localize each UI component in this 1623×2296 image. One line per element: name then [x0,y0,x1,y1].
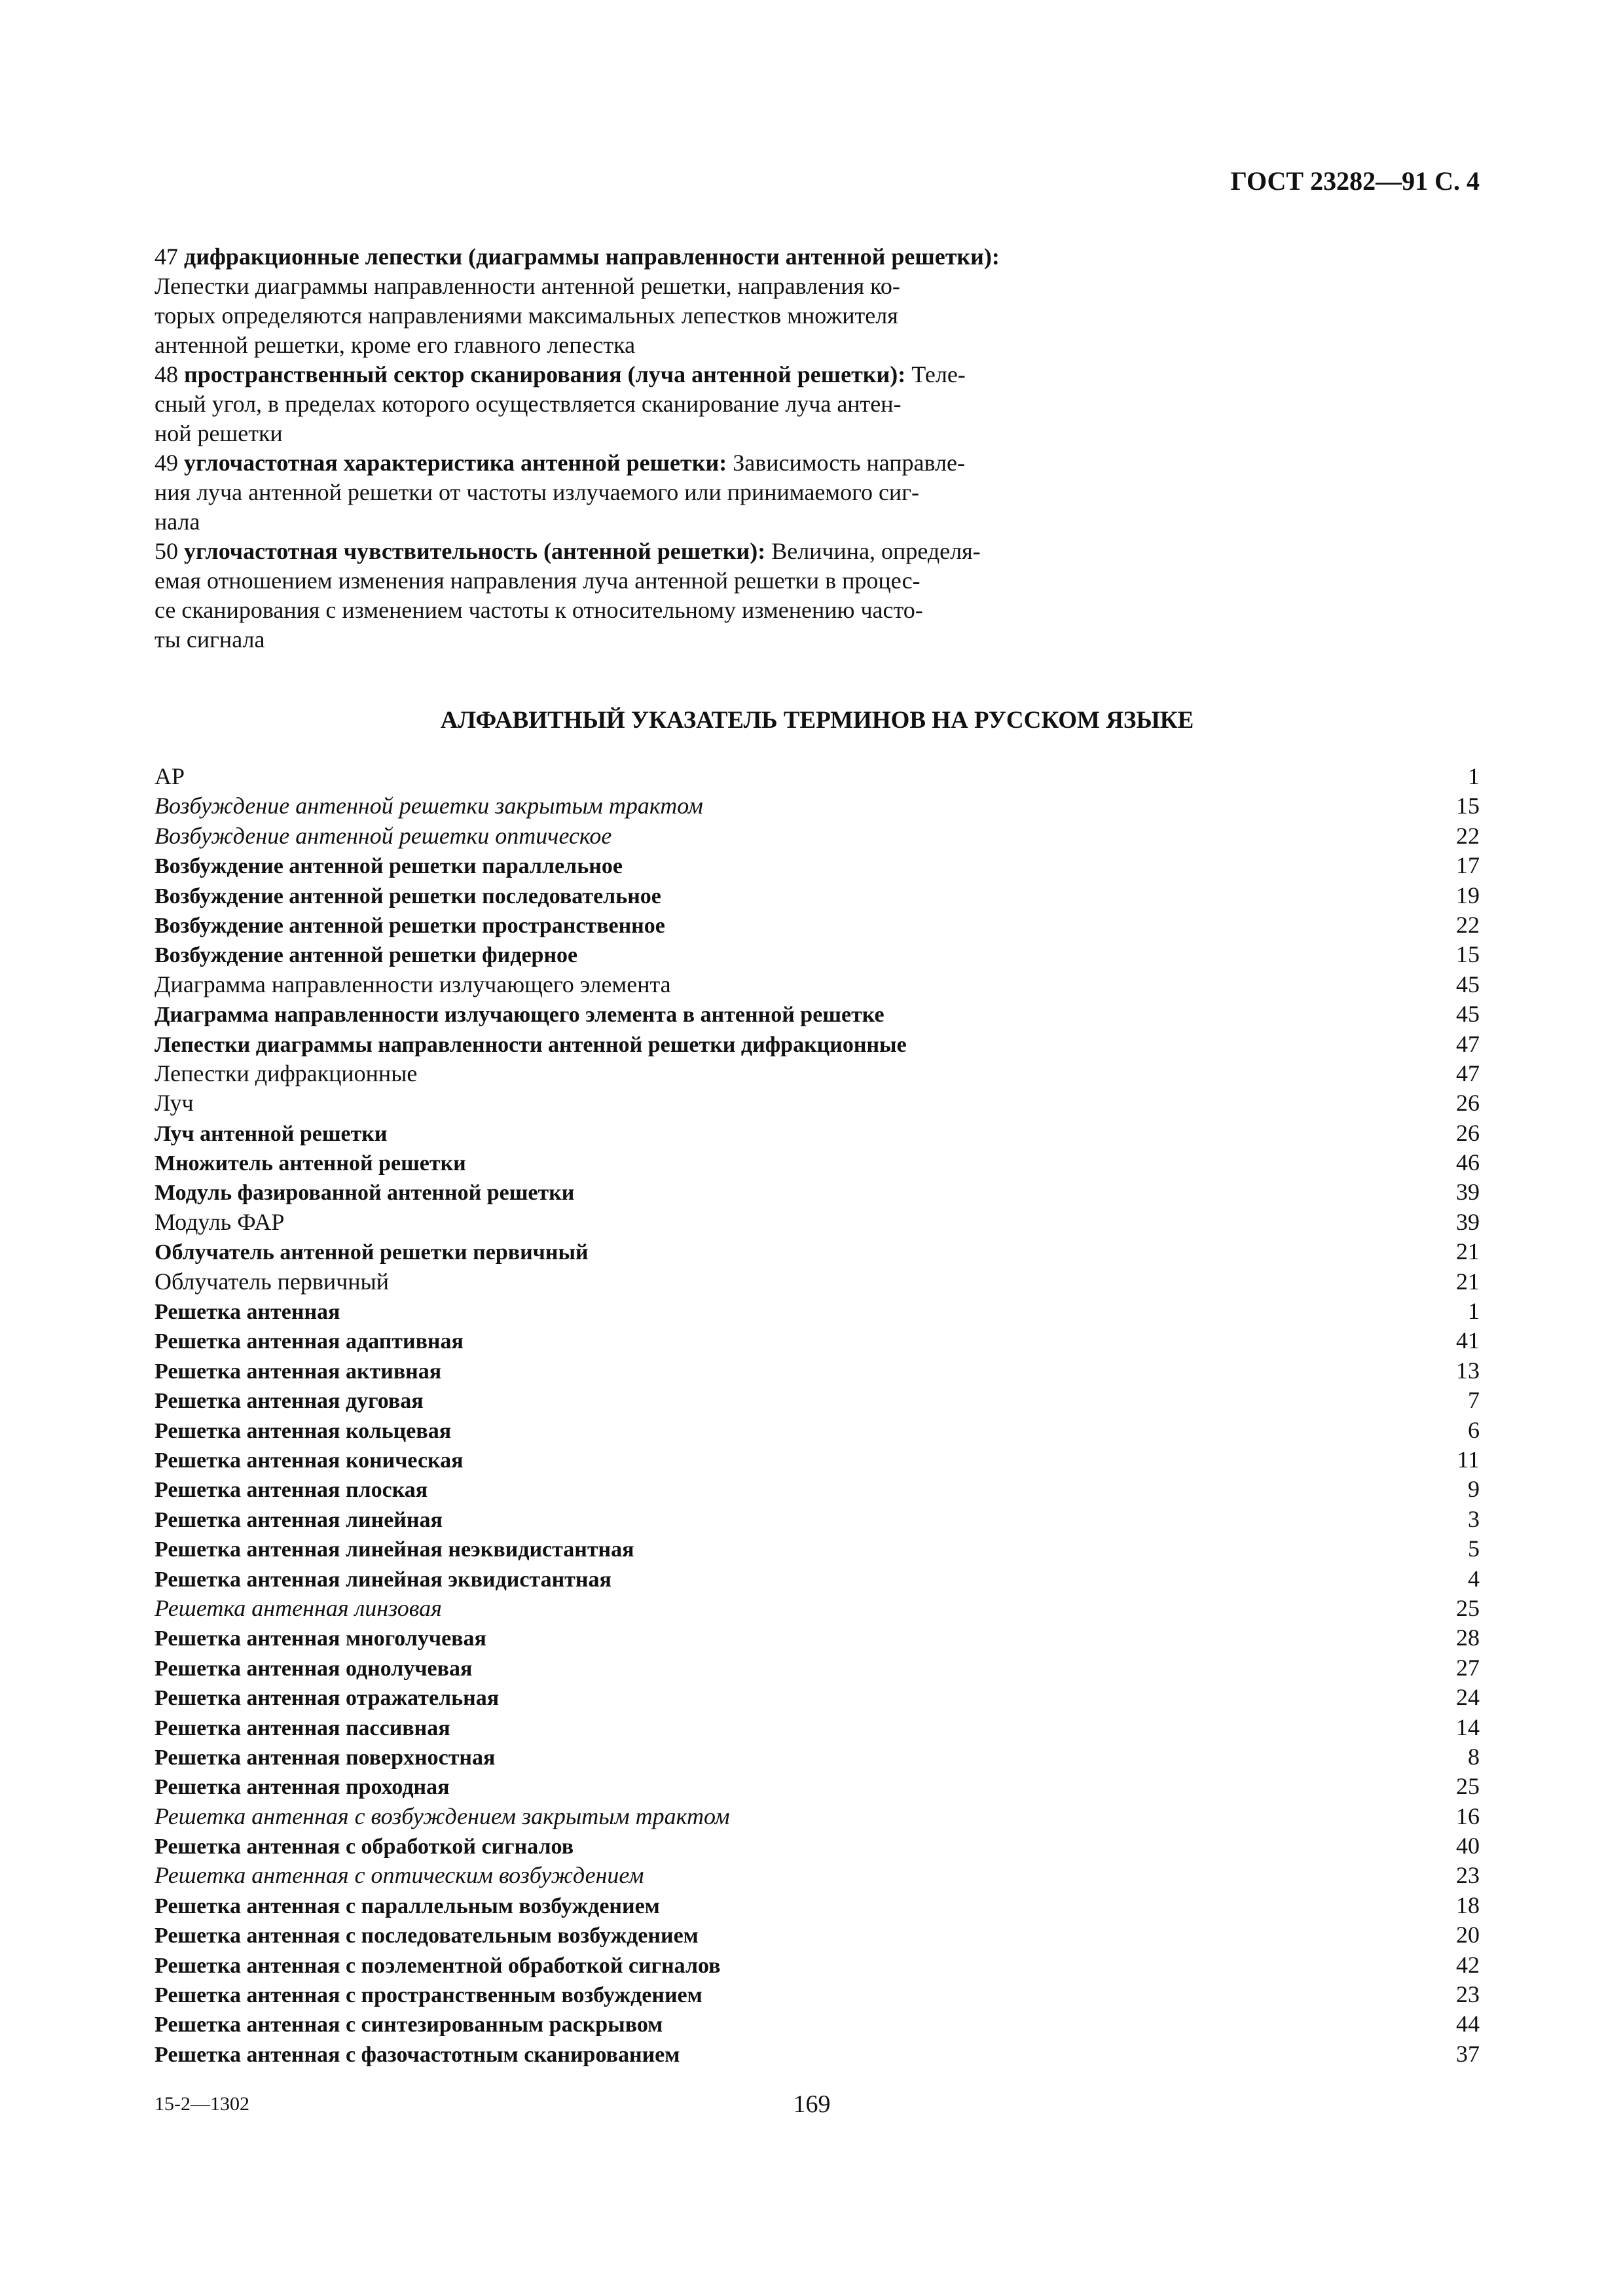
index-term-number: 41 [1456,1327,1480,1354]
index-entry [155,1505,1480,1534]
index-term-number: 4 [1468,1565,1480,1592]
index-entry [155,1237,1480,1266]
index-term: Возбуждение антенной решетки параллельное [155,854,623,879]
index-term: Решетка антенная линейная [155,1507,443,1532]
index-entry [155,1119,1480,1148]
index-term: Решетка антенная многолучевая [155,1626,486,1651]
index-entry [155,1653,1480,1683]
index-entry [155,1030,1480,1059]
index-entry [155,1177,1480,1207]
index-entry [155,999,1480,1029]
index-entry [155,1623,1480,1653]
index-term: Возбуждение антенной решетки закрытым трактом [155,793,703,819]
definition-term: пространственный сектор сканирования (луча антенной решетки): [184,361,906,387]
index-term: Диаграмма направленности излучающего элемента в антенной решетке [155,1003,884,1028]
index-term: Множитель антенной решетки [155,1151,466,1176]
index-term-number: 40 [1456,1833,1480,1859]
index-term: Возбуждение антенной решетки последовательное [155,884,661,908]
index-entry [155,2009,1480,2039]
index-term-number: 25 [1456,1594,1480,1621]
index-term-number: 39 [1456,1179,1480,1206]
index-term-number: 42 [1456,1951,1480,1978]
index-term-number: 13 [1456,1357,1480,1384]
index-term: Решетка антенная пассивная [155,1715,450,1740]
index-entry [155,1713,1480,1742]
definition-text-line: ты сигнала [155,626,265,653]
index-entry [155,1831,1480,1861]
index-term-number: 24 [1456,1684,1480,1711]
index-term-number: 44 [1456,2011,1480,2037]
definition-text-line: торых определяются направлениями максимальных лепестков множителя [155,302,898,329]
index-entry [155,1861,1480,1890]
index-term-number: 25 [1456,1773,1480,1800]
definition-term: углочастотная чувствительность (антенной решетки): [184,538,766,564]
index-entry [155,1267,1480,1297]
index-term: Решетка антенная с фазочастотным сканированием [155,2042,680,2067]
index-term-number: 26 [1456,1090,1480,1117]
definition-49 [155,448,1084,478]
index-entry [155,1920,1480,1950]
index-term: Решетка антенная линейная неэквидистантная [155,1537,634,1562]
definition-term: дифракционные лепестки (диаграммы направленности антенной решетки): [184,243,1000,270]
index-term: АР [155,763,185,789]
index-term-number: 1 [1468,1298,1480,1325]
index-entry [155,1208,1480,1237]
index-term-number: 23 [1456,1981,1480,2008]
index-entry [155,2039,1480,2069]
index-term: Решетка антенная дуговая [155,1389,424,1414]
index-entry [155,1772,1480,1801]
index-term: Решетка антенная коническая [155,1448,464,1473]
index-term-number: 15 [1456,793,1480,819]
index-term: Возбуждение антенной решетки оптическое [155,822,612,849]
index-entry [155,1088,1480,1118]
index-term: Решетка антенная с пространственным возбуждением [155,1983,702,2008]
index-term-number: 47 [1456,1030,1480,1057]
index-term: Луч антенной решетки [155,1121,388,1146]
definition-text-start: Теле- [911,361,966,387]
index-entry [155,1356,1480,1386]
index-entry [155,1475,1480,1504]
index-entry [155,1683,1480,1712]
definition-text-start: Величина, определя- [771,538,981,564]
definition-47 [155,242,1084,272]
index-term-number: 3 [1468,1505,1480,1532]
index-term-number: 22 [1456,911,1480,938]
definition-50 [155,537,1084,566]
index-term-number: 16 [1456,1803,1480,1829]
index-term-number: 7 [1468,1387,1480,1414]
index-term: Диаграмма направленности излучающего элемента [155,971,671,997]
index-term-number: 17 [1456,852,1480,879]
index-entry [155,1891,1480,1920]
index-term: Решетка антенная однолучевая [155,1656,473,1681]
index-entry [155,1802,1480,1831]
index-entry [155,1386,1480,1415]
index-term-number: 18 [1456,1892,1480,1918]
index-term: Решетка антенная кольцевая [155,1418,452,1443]
index-term-number: 47 [1456,1060,1480,1086]
index-term: Решетка антенная линейная эквидистантная [155,1567,611,1592]
definition-text-line: ной решетки [155,420,283,446]
index-term-number: 28 [1456,1624,1480,1651]
index-term: Решетка антенная с возбуждением закрытым трактом [155,1803,730,1829]
index-term: Модуль ФАР [155,1208,285,1235]
index-term-number: 19 [1456,882,1480,908]
index-entry [155,762,1480,791]
index-entry [155,1059,1480,1088]
index-term-number: 14 [1456,1713,1480,1740]
document-header: ГОСТ 23282—91 С. 4 [1230,166,1480,196]
index-entry [155,1445,1480,1475]
definition-number: 50 [155,538,178,564]
index-term-number: 15 [1456,941,1480,968]
definition-48 [155,360,1084,389]
definition-text-start: Зависимость направле- [733,450,965,476]
definition-number: 48 [155,361,178,387]
definition-text-line: Лепестки диаграммы направленности антенной решетки, направления ко- [155,273,900,299]
index-entry [155,1742,1480,1772]
index-term-number: 39 [1456,1208,1480,1235]
index-entry [155,1326,1480,1355]
index-term: Облучатель антенной решетки первичный [155,1240,589,1265]
index-term-number: 9 [1468,1476,1480,1503]
index-term: Решетка антенная адаптивная [155,1329,464,1354]
index-term: Решетка антенная с параллельным возбуждением [155,1893,660,1918]
index-entry [155,1564,1480,1594]
index-term: Луч [155,1090,194,1117]
index-term: Облучатель первичный [155,1268,389,1295]
index-entry [155,1534,1480,1564]
index-term: Решетка антенная поверхностная [155,1745,496,1770]
index-term-number: 8 [1468,1743,1480,1770]
index-entry [155,940,1480,969]
index-entry [155,791,1480,821]
index-term-number: 11 [1457,1446,1480,1473]
index-term: Возбуждение антенной решетки фидерное [155,943,578,968]
index-term: Решетка антенная проходная [155,1775,450,1800]
index-term-number: 23 [1456,1862,1480,1889]
definition-text-line: емая отношением изменения направления луча антенной решетки в процес- [155,567,921,594]
index-term: Решетка антенная [155,1300,340,1325]
index-term: Возбуждение антенной решетки пространственное [155,913,665,938]
index-term-number: 1 [1468,763,1480,789]
index-term-number: 46 [1456,1149,1480,1176]
index-term-number: 5 [1468,1535,1480,1562]
definition-text-line: се сканирования с изменением частоты к относительному изменению часто- [155,597,923,623]
definitions-section [155,242,1084,655]
index-term: Решетка антенная с поэлементной обработкой сигналов [155,1953,721,1978]
index-term-number: 37 [1456,2040,1480,2067]
index-term-number: 45 [1456,1001,1480,1028]
term-index [155,762,1480,2069]
index-entry [155,1594,1480,1623]
index-term-number: 26 [1456,1119,1480,1146]
index-entry [155,851,1480,880]
index-entry [155,821,1480,851]
index-entry [155,970,1480,999]
index-term-number: 20 [1456,1922,1480,1948]
index-term: Решетка антенная с последовательным возбуждением [155,1924,699,1948]
index-term: Решетка антенная с оптическим возбуждением [155,1862,644,1889]
index-term-number: 6 [1468,1416,1480,1443]
definition-number: 49 [155,450,178,476]
index-term: Модуль фазированной антенной решетки [155,1181,575,1206]
definition-text-line: ния луча антенной решетки от частоты излучаемого или принимаемого сиг- [155,479,919,505]
index-term-number: 22 [1456,822,1480,849]
index-entry [155,1416,1480,1445]
definition-text-line: нала [155,509,200,535]
index-term: Лепестки диаграммы направленности антенной решетки дифракционные [155,1032,907,1057]
index-term: Решетка антенная активная [155,1359,442,1384]
index-entry [155,1297,1480,1326]
index-entry [155,1950,1480,1980]
index-term: Лепестки дифракционные [155,1060,418,1086]
index-term: Решетка антенная с обработкой сигналов [155,1835,574,1859]
definition-text-line: сный угол, в пределах которого осуществляется сканирование луча антен- [155,391,902,417]
index-entry [155,1148,1480,1177]
index-entry [155,881,1480,910]
definition-number: 47 [155,243,178,270]
index-term-number: 27 [1456,1654,1480,1681]
index-term: Решетка антенная отражательная [155,1686,500,1711]
definition-term: углочастотная характеристика антенной решетки: [184,450,727,476]
page-number: 169 [793,2090,831,2118]
index-term: Решетка антенная плоская [155,1478,428,1503]
index-title: АЛФАВИТНЫЙ УКАЗАТЕЛЬ ТЕРМИНОВ НА РУССКОМ ЯЗЫКЕ [440,707,1194,734]
index-entry [155,910,1480,940]
index-term-number: 21 [1456,1238,1480,1265]
index-term: Решетка антенная линзовая [155,1594,442,1621]
footer-code: 15-2—1302 [155,2093,249,2115]
index-entry [155,1980,1480,2009]
index-term-number: 45 [1456,971,1480,997]
index-term: Решетка антенная с синтезированным раскрывом [155,2013,663,2037]
index-term-number: 21 [1456,1268,1480,1295]
definition-text-line: антенной решетки, кроме его главного лепестка [155,332,636,358]
